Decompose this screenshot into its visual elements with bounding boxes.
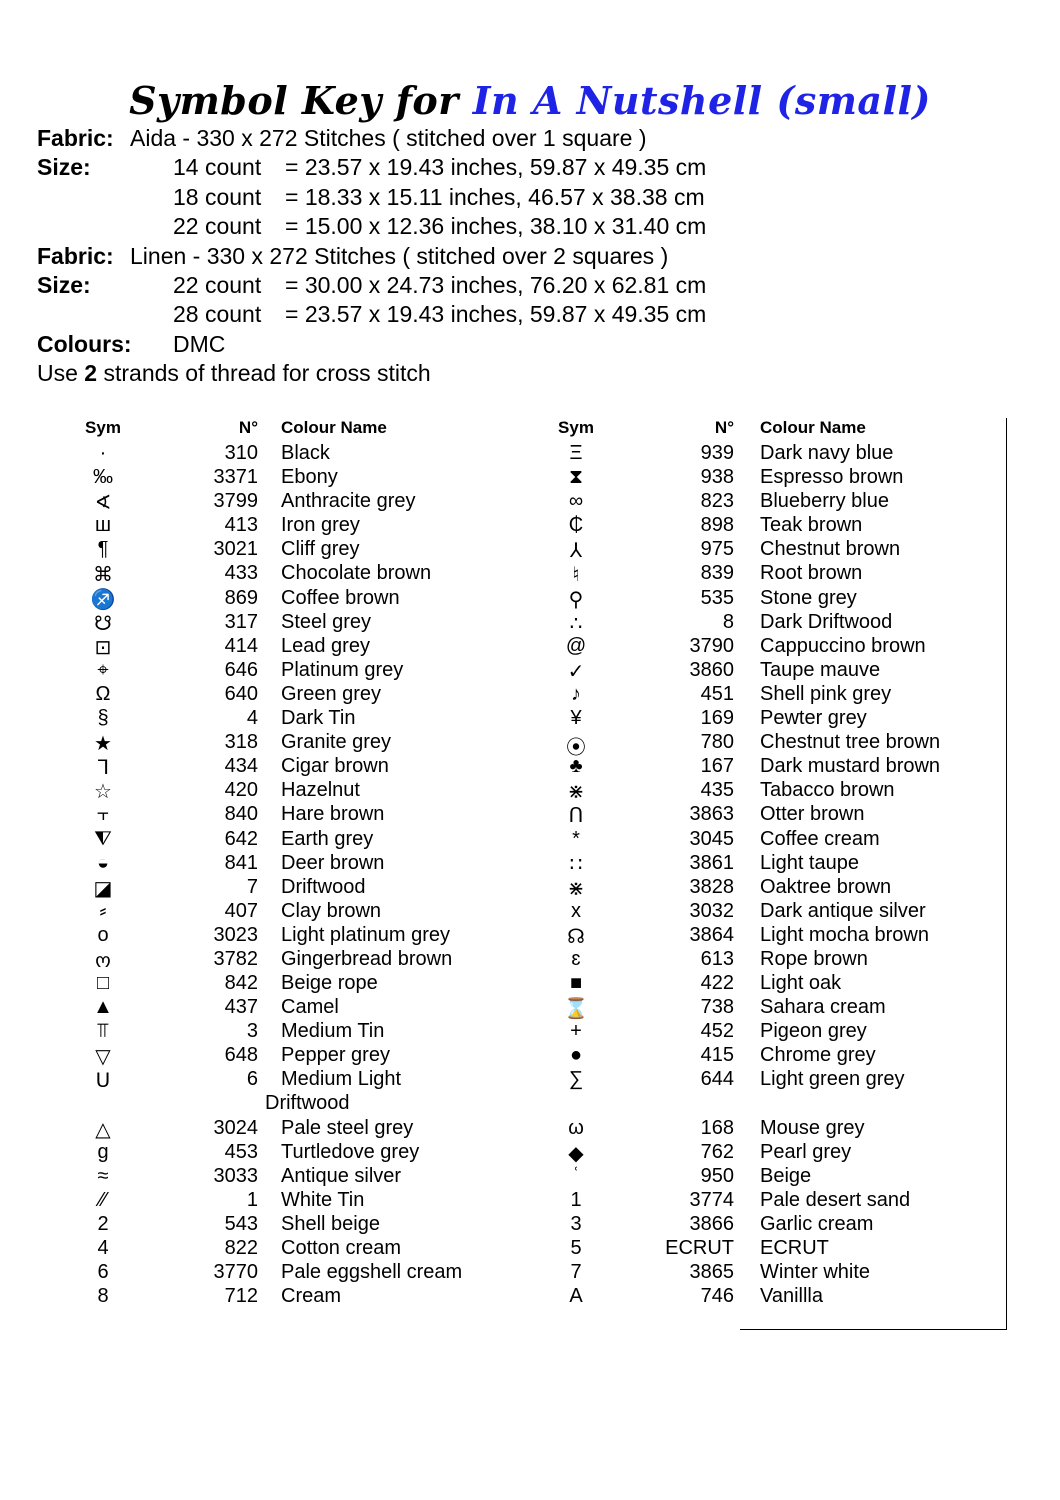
- colour-name: Vanillla: [760, 1285, 823, 1308]
- dmc-number: 453: [224, 1140, 258, 1163]
- pattern-name: In A Nutshell (small): [472, 78, 931, 123]
- colour-name: Green grey: [281, 682, 382, 705]
- colour-name: Mouse grey: [760, 1116, 865, 1139]
- colour-name: ECRUT: [760, 1237, 829, 1260]
- colour-name: Teak brown: [760, 514, 863, 537]
- colour-name: Oaktree brown: [760, 875, 892, 898]
- dmc-number: 1: [246, 1188, 258, 1211]
- symbol: ●: [569, 1044, 583, 1067]
- symbol: ⋇: [567, 781, 585, 804]
- symbol: △: [95, 1118, 111, 1141]
- symbol: 4: [97, 1237, 109, 1260]
- info-dims: = 23.57 x 19.43 inches, 59.87 x 49.35 cm: [285, 301, 707, 328]
- symbol: 7: [570, 1261, 582, 1284]
- info-row: [37, 271, 707, 300]
- symbol: ⁄⁄: [99, 1188, 107, 1211]
- colour-name: Steel grey: [281, 610, 372, 633]
- colour-name: Otter brown: [760, 803, 865, 826]
- dmc-number: 8: [722, 610, 734, 633]
- symbol: ☊: [567, 925, 585, 948]
- header-number: N°: [238, 418, 258, 437]
- colour-name: Light green grey: [760, 1068, 905, 1091]
- dmc-number: 780: [700, 731, 734, 754]
- colour-name: Rope brown: [760, 947, 868, 970]
- dmc-number: 3828: [689, 875, 734, 898]
- colour-name: Platinum grey: [281, 658, 404, 681]
- symbol: ᒣ: [96, 757, 110, 780]
- symbol: ω: [568, 1116, 584, 1139]
- info-dims: = 15.00 x 12.36 inches, 38.10 x 31.40 cm: [285, 213, 707, 240]
- info-count: 14 count: [173, 154, 262, 181]
- info-label: Size:: [37, 154, 91, 181]
- symbol: §: [97, 707, 109, 730]
- colour-name: Antique silver: [281, 1164, 402, 1187]
- colour-name: Lead grey: [281, 634, 370, 657]
- symbol: ☆: [94, 781, 112, 804]
- symbol: ‰: [93, 466, 113, 489]
- colour-name: Blueberry blue: [760, 490, 889, 513]
- colour-name: Deer brown: [281, 851, 385, 874]
- dmc-number: 3024: [213, 1116, 258, 1139]
- colour-name-continued: Driftwood: [265, 1092, 350, 1115]
- colour-name: Pearl grey: [760, 1140, 852, 1163]
- dmc-number: 437: [224, 996, 258, 1019]
- colour-name: Camel: [281, 996, 339, 1019]
- info-count: 22 count: [173, 271, 262, 298]
- dmc-number: 3790: [689, 634, 734, 657]
- symbol: ■: [569, 972, 583, 995]
- info-text: Aida - 330 x 272 Stitches ( stitched over 1 square ): [130, 125, 647, 151]
- colour-name: Dark navy blue: [760, 442, 894, 464]
- dmc-number: 3774: [689, 1188, 734, 1211]
- symbol: ✓: [567, 660, 585, 683]
- symbol: 2: [97, 1213, 109, 1235]
- symbol: ◪: [93, 877, 113, 900]
- dmc-number: 3371: [213, 466, 258, 489]
- title-prefix: Symbol Key for: [129, 78, 459, 123]
- colour-name: Pepper grey: [281, 1044, 390, 1067]
- dmc-number: 823: [700, 490, 734, 513]
- dmc-number: 415: [700, 1044, 734, 1067]
- dmc-number: 842: [224, 972, 258, 995]
- dmc-number: 3860: [689, 658, 734, 681]
- colour-name: Pale steel grey: [281, 1116, 414, 1139]
- dmc-number: 3861: [689, 851, 734, 874]
- colour-name: Pale desert sand: [760, 1188, 911, 1211]
- dmc-number: 6: [246, 1068, 258, 1091]
- info-count: 28 count: [173, 301, 262, 328]
- dmc-number: 762: [700, 1140, 734, 1163]
- symbol: ⫟: [96, 803, 110, 826]
- symbol: ⅄: [569, 540, 583, 563]
- colour-name: Dark antique silver: [760, 899, 926, 922]
- colour-name: Tabacco brown: [760, 779, 895, 802]
- colour-name: Hare brown: [281, 803, 385, 826]
- info-dims: = 23.57 x 19.43 inches, 59.87 x 49.35 cm: [285, 154, 707, 181]
- colours-value: DMC: [173, 330, 226, 357]
- colour-name: Gingerbread brown: [281, 947, 453, 970]
- dmc-number: 420: [224, 779, 258, 802]
- colour-name: Espresso brown: [760, 466, 904, 489]
- colour-name: Hazelnut: [281, 779, 360, 802]
- colour-name: Earth grey: [281, 827, 374, 850]
- colour-name: Cappuccino brown: [760, 634, 926, 657]
- colour-name: Turtledove grey: [281, 1140, 420, 1163]
- symbol: ᑎ: [568, 805, 584, 828]
- colour-name: Cigar brown: [281, 755, 389, 778]
- dmc-number: 435: [700, 779, 734, 802]
- symbol: ∑: [568, 1068, 584, 1091]
- dmc-number: 3799: [213, 490, 258, 513]
- dmc-number: 939: [700, 442, 734, 464]
- symbol: g: [97, 1140, 109, 1163]
- header-sym: Sym: [85, 418, 121, 437]
- symbol: 8: [97, 1285, 109, 1308]
- page-title: [0, 78, 1060, 123]
- symbol: ᑌ: [95, 1070, 111, 1093]
- dmc-number: 642: [224, 827, 258, 850]
- colour-name: Beige: [760, 1164, 812, 1187]
- symbol: ო: [95, 949, 111, 972]
- dmc-number: 543: [224, 1213, 258, 1235]
- colour-name: Root brown: [760, 562, 863, 585]
- symbol: ⦿: [566, 737, 586, 760]
- dmc-number: 422: [700, 972, 734, 995]
- colour-name: Light taupe: [760, 851, 859, 874]
- symbol: +: [570, 1020, 582, 1043]
- strands-count: 2: [84, 360, 98, 387]
- symbol: ♪: [571, 682, 581, 705]
- colour-name: Taupe mauve: [760, 658, 881, 681]
- symbol: Ξ: [569, 442, 583, 464]
- symbol: ◒: [96, 851, 110, 874]
- dmc-number: 3865: [689, 1261, 734, 1284]
- colour-name: Pale eggshell cream: [281, 1261, 463, 1284]
- symbol: ▲: [93, 996, 113, 1019]
- dmc-number: 712: [224, 1285, 258, 1308]
- symbol: o: [97, 923, 109, 946]
- symbol: ★: [94, 733, 112, 756]
- dmc-number: 839: [700, 562, 734, 585]
- dmc-number: 640: [224, 682, 258, 705]
- info-count: 18 count: [173, 183, 262, 210]
- dmc-number: 3: [246, 1020, 258, 1043]
- info-row: [37, 300, 707, 329]
- symbol: 5: [570, 1237, 582, 1260]
- dmc-number: 644: [700, 1068, 734, 1091]
- colour-name: Light platinum grey: [281, 923, 450, 946]
- header-colour-name: Colour Name: [760, 418, 866, 437]
- symbol: ₵: [568, 514, 584, 537]
- colour-name: Stone grey: [760, 586, 857, 609]
- colour-name: Iron grey: [281, 514, 360, 537]
- header-number: N°: [714, 418, 734, 437]
- symbol: A: [569, 1285, 583, 1308]
- dmc-number: 168: [700, 1116, 734, 1139]
- strands-pre: Use: [37, 360, 85, 387]
- symbol: ⫪: [97, 1020, 109, 1043]
- info-dims: = 30.00 x 24.73 inches, 76.20 x 62.81 cm: [285, 271, 707, 298]
- colour-name: Garlic cream: [760, 1213, 874, 1235]
- dmc-number: 451: [700, 682, 734, 705]
- info-text: Linen - 330 x 272 Stitches ( stitched over 2 squares ): [130, 242, 669, 269]
- info-row: [37, 212, 707, 241]
- colour-name: Dark Driftwood: [760, 610, 893, 633]
- colour-name: Ebony: [281, 466, 338, 489]
- info-row: [37, 124, 647, 153]
- symbol: ▽: [95, 1046, 111, 1069]
- symbol: 6: [97, 1261, 109, 1284]
- colour-name: Medium Light: [281, 1068, 402, 1091]
- symbol: ¥: [570, 707, 582, 730]
- colour-name: Clay brown: [281, 899, 382, 922]
- symbol: ♮: [572, 564, 580, 587]
- colour-name: Coffee brown: [281, 586, 400, 609]
- symbol: ·: [99, 442, 107, 464]
- symbol: x: [571, 899, 581, 922]
- dmc-number: 167: [700, 755, 734, 778]
- dmc-number: 822: [224, 1237, 258, 1260]
- dmc-number: 413: [224, 514, 258, 537]
- symbol: @: [565, 634, 587, 657]
- symbol: ∷: [569, 853, 583, 876]
- dmc-number: ECRUT: [665, 1237, 734, 1260]
- info-label: Fabric:: [37, 125, 114, 151]
- dmc-number: 3033: [213, 1164, 258, 1187]
- colour-name: Cotton cream: [281, 1237, 402, 1260]
- symbol: ɛ: [571, 947, 581, 970]
- dmc-number: 407: [224, 899, 258, 922]
- dmc-number: 535: [700, 586, 734, 609]
- dmc-number: 746: [700, 1285, 734, 1308]
- colour-name: Granite grey: [281, 731, 392, 754]
- symbol: ⌘: [93, 564, 113, 587]
- colour-name: Shell beige: [281, 1213, 380, 1235]
- symbol: *: [572, 827, 580, 850]
- symbol: ♣: [569, 755, 583, 778]
- info-row: [37, 183, 705, 212]
- dmc-number: 613: [700, 947, 734, 970]
- symbol: Ω: [95, 682, 111, 705]
- symbol: ◆: [568, 1142, 584, 1165]
- dmc-number: 434: [224, 755, 258, 778]
- symbol: ⚲: [568, 588, 584, 611]
- strands-note: [37, 359, 431, 388]
- colour-name: Winter white: [760, 1261, 871, 1284]
- info-count: 22 count: [173, 213, 262, 240]
- symbol: 1: [570, 1188, 582, 1211]
- colour-name: Driftwood: [281, 875, 366, 898]
- header-sym: Sym: [558, 418, 594, 437]
- dmc-number: 938: [700, 466, 734, 489]
- symbol: ∞: [568, 490, 584, 513]
- header-colour-name: Colour Name: [281, 418, 387, 437]
- colour-name: Dark mustard brown: [760, 755, 941, 778]
- info-label: Fabric:: [37, 242, 114, 269]
- strands-post: strands of thread for cross stitch: [97, 360, 431, 387]
- dmc-number: 3032: [689, 899, 734, 922]
- symbol: ⸗: [99, 899, 107, 922]
- colour-name: Beige rope: [281, 972, 378, 995]
- dmc-number: 169: [700, 707, 734, 730]
- fabric-info: [37, 124, 707, 389]
- symbol: ⌖: [97, 658, 109, 681]
- dmc-number: 4: [246, 707, 258, 730]
- dmc-number: 3866: [689, 1213, 734, 1235]
- dmc-number: 3023: [213, 923, 258, 946]
- dmc-number: 869: [224, 586, 258, 609]
- dmc-number: 646: [224, 658, 258, 681]
- symbol: ∴: [569, 612, 583, 635]
- colour-name: Black: [281, 442, 330, 464]
- table-border-bottom: [740, 1329, 1007, 1330]
- colour-name: Coffee cream: [760, 827, 880, 850]
- dmc-number: 3863: [689, 803, 734, 826]
- colour-name: Pigeon grey: [760, 1020, 867, 1043]
- dmc-number: 433: [224, 562, 258, 585]
- dmc-number: 3864: [689, 923, 734, 946]
- colour-name: Cliff grey: [281, 538, 360, 561]
- dmc-number: 648: [224, 1044, 258, 1067]
- dmc-number: 738: [700, 996, 734, 1019]
- table-border-vertical: [1006, 418, 1007, 1330]
- info-row: [37, 242, 669, 271]
- dmc-number: 318: [224, 731, 258, 754]
- symbol: ☋: [94, 612, 112, 635]
- dmc-number: 840: [224, 803, 258, 826]
- colour-name: Anthracite grey: [281, 490, 416, 513]
- dmc-number: 950: [700, 1164, 734, 1187]
- dmc-number: 3782: [213, 947, 258, 970]
- symbol: ♐: [90, 588, 116, 611]
- symbol: ≈: [97, 1164, 109, 1187]
- symbol: ⧗: [568, 466, 584, 489]
- dmc-number: 898: [700, 514, 734, 537]
- symbol: ⧨: [94, 827, 112, 850]
- symbol: ⋇: [567, 877, 585, 900]
- dmc-number: 317: [224, 610, 258, 633]
- symbol: ∢: [94, 492, 112, 515]
- colour-name: Pewter grey: [760, 707, 867, 730]
- info-row: [37, 153, 707, 182]
- dmc-number: 841: [224, 851, 258, 874]
- colour-name: Chestnut brown: [760, 538, 901, 561]
- symbol: □: [96, 972, 110, 995]
- dmc-number: 310: [224, 442, 258, 464]
- dmc-number: 7: [246, 875, 258, 898]
- colour-name: Sahara cream: [760, 996, 886, 1019]
- symbol: ʿ: [572, 1164, 580, 1187]
- dmc-number: 3021: [213, 538, 258, 561]
- colour-name: Dark Tin: [281, 707, 356, 730]
- dmc-number: 3770: [213, 1261, 258, 1284]
- colour-name: Chestnut tree brown: [760, 731, 941, 754]
- dmc-number: 3045: [689, 827, 734, 850]
- colours-label: Colours:: [37, 330, 132, 357]
- colour-name: Light oak: [760, 972, 842, 995]
- colour-name: White Tin: [281, 1188, 365, 1211]
- symbol: ⊡: [94, 636, 112, 659]
- colour-name: Medium Tin: [281, 1020, 385, 1043]
- dmc-number: 452: [700, 1020, 734, 1043]
- symbol: ¶: [97, 538, 109, 561]
- dmc-number: 414: [224, 634, 258, 657]
- colour-name: Light mocha brown: [760, 923, 929, 946]
- symbol: 3: [570, 1213, 582, 1235]
- symbol: ⌛: [563, 998, 589, 1021]
- colour-name: Shell pink grey: [760, 682, 892, 705]
- dmc-number: 975: [700, 538, 734, 561]
- info-label: Size:: [37, 271, 91, 298]
- symbol: ш: [94, 514, 112, 537]
- colour-name: Cream: [281, 1285, 342, 1308]
- colour-name: Chocolate brown: [281, 562, 432, 585]
- colours-row: [37, 330, 431, 359]
- info-dims: = 18.33 x 15.11 inches, 46.57 x 38.38 cm: [285, 183, 705, 210]
- colour-name: Chrome grey: [760, 1044, 876, 1067]
